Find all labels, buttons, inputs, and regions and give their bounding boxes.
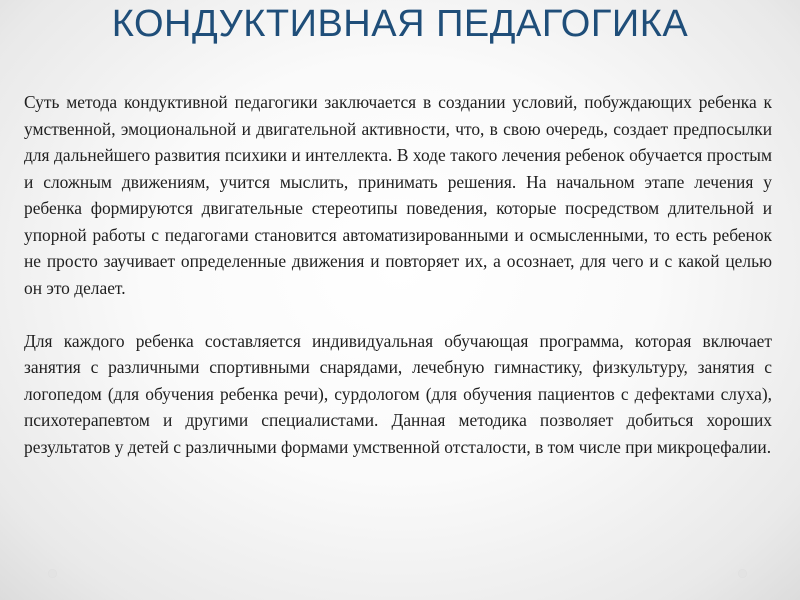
- decorative-dot-left: [48, 569, 57, 578]
- paragraph-method-essence: Суть метода кондуктивной педагогики заключается в создании условий, побуждающих ребенка к умственной, эмоциональной и двигательной активности, что, в свою очередь, создает предпосылки для дальнейшего развития психики и интеллекта. В ходе такого лечения ребенок обучается простым и сложным движениям, учится мыслить, принимать решения. На начальном этапе лечения у ребенка формируются двигательные стереотипы поведения, которые посредством длительной и упорной работы с педагогами становится автоматизированными и осмысленными, то есть ребенок не просто заучивает определенные движения и повторяет их, а осознает, для чего и с какой целью он это делает.: [24, 92, 772, 298]
- slide-content: [24, 89, 772, 460]
- decorative-dot-right: [738, 569, 747, 578]
- slide-title: КОНДУКТИВНАЯ ПЕДАГОГИКА: [111, 3, 689, 45]
- paragraph-individual-program: Для каждого ребенка составляется индивидуальная обучающая программа, которая включает занятия с различными спортивными снарядами, лечебную гимнастику, физкультуру, занятия с логопедом (для обучения ребенка речи), сурдологом (для обучения пациентов с дефектами слуха), психотерапевтом и другими специалистами. Данная методика позволяет добиться хороших результатов у детей с различными формами умственной отсталости, в том числе при микроцефалии.: [24, 330, 772, 457]
